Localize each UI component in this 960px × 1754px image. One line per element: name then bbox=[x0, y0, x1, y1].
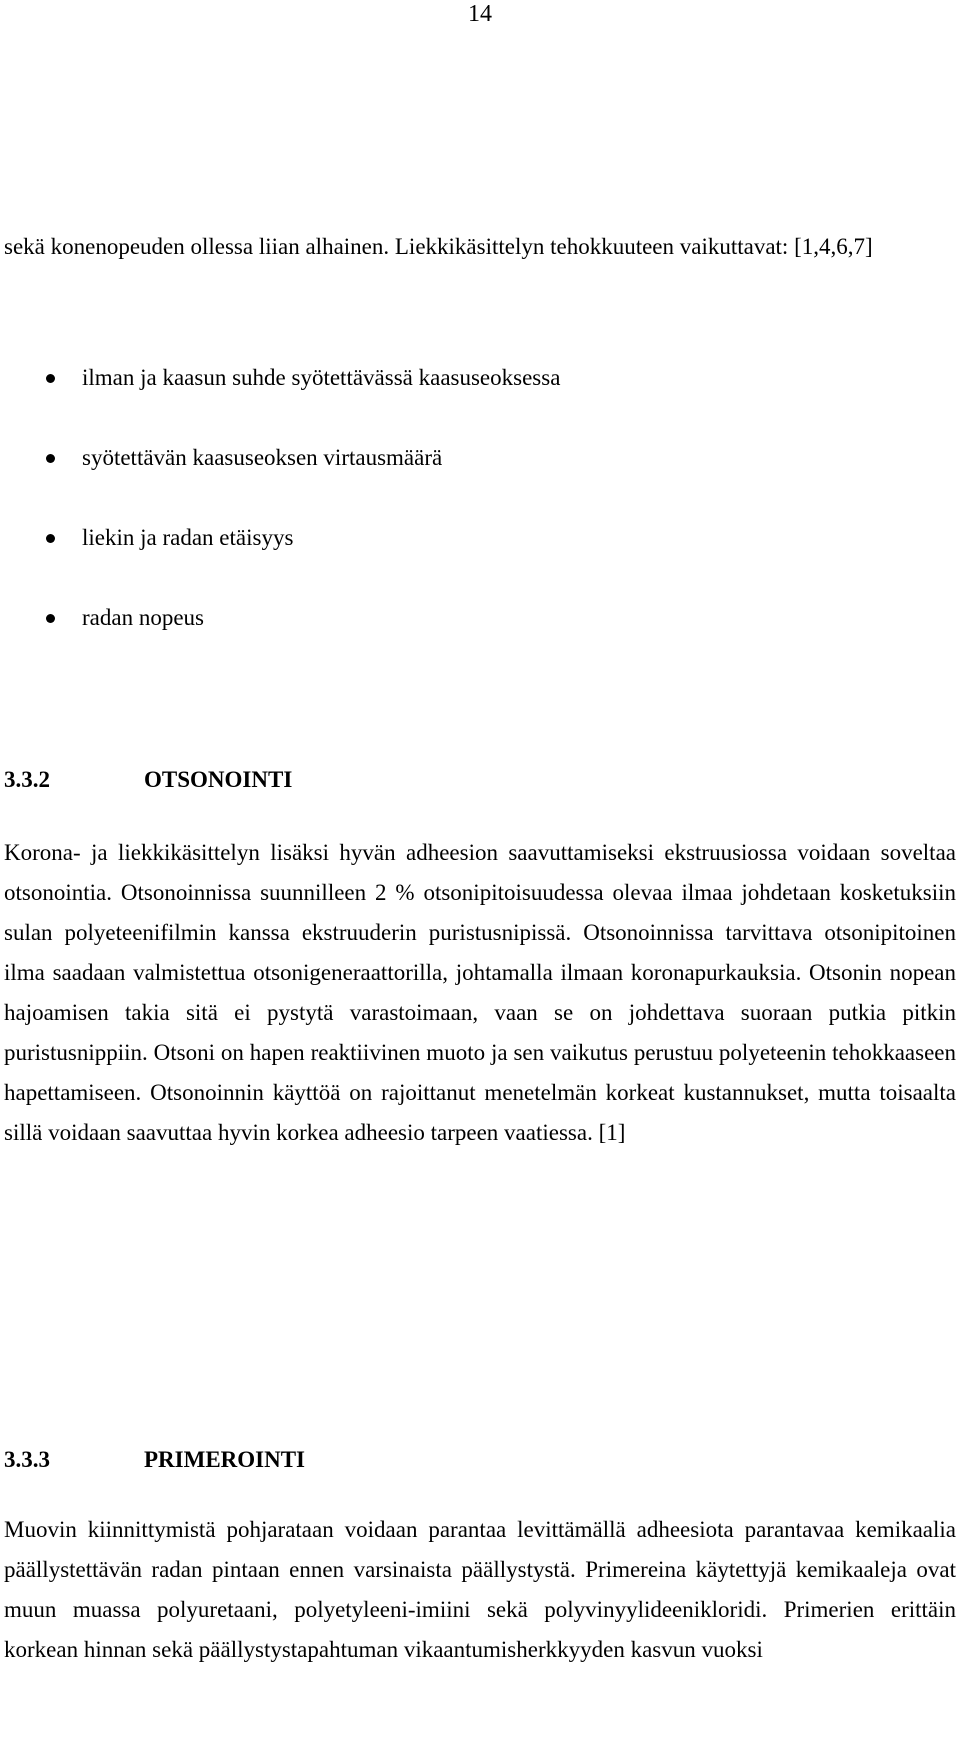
section-number: 3.3.2 bbox=[4, 767, 50, 792]
page-number: 14 bbox=[468, 1, 492, 27]
section-title: PRIMEROINTI bbox=[144, 1447, 306, 1472]
section-heading-primerointi bbox=[4, 1440, 305, 1480]
list-item bbox=[4, 598, 560, 638]
intro-paragraph: sekä konenopeuden ollessa liian alhainen. Liekkikäsittelyn tehokkuuteen vaikuttavat: [1,4,6,7] bbox=[4, 234, 873, 259]
factor-list bbox=[4, 358, 560, 678]
list-item bbox=[4, 438, 560, 478]
bullet-icon bbox=[46, 454, 55, 463]
list-item bbox=[4, 518, 560, 558]
section-heading-otsonointi bbox=[4, 760, 292, 800]
section-number: 3.3.3 bbox=[4, 1447, 50, 1472]
otsonointi-paragraph: Korona- ja liekkikäsittelyn lisäksi hyvän adheesion saavuttamiseksi ekstruusiossa voidaan soveltaa otsonointia. Otsonoinnissa suunnilleen 2 % otsonipitoisuudessa olevaa ilmaa johdetaan kosketuksiin sulan polyeteenifilmin kanssa ekstruuderin puristusnipissä. Otsonoinnissa tarvittava otsonipitoinen ilma saadaan valmistettua otsonigeneraattorilla, johtamalla ilmaan koronapurkauksia. Otsonin nopean hajoamisen takia sitä ei pystytä varastoimaan, vaan se on johdettava suoraan putkia pitkin puristusnippiin. Otsoni on hapen reaktiivinen muoto ja sen vaikutus perustuu polyeteenin tehokkaaseen hapettamiseen. Otsonoinnin käyttöä on rajoittanut menetelmän korkeat kustannukset, mutta toisaalta sillä voidaan saavuttaa hyvin korkea adheesio tarpeen vaatiessa. [1] bbox=[4, 840, 956, 1145]
list-item bbox=[4, 358, 560, 398]
list-item-text: radan nopeus bbox=[82, 605, 204, 630]
bullet-icon bbox=[46, 614, 55, 623]
bullet-icon bbox=[46, 534, 55, 543]
section-title: OTSONOINTI bbox=[144, 767, 293, 792]
list-item-text: ilman ja kaasun suhde syötettävässä kaasuseoksessa bbox=[82, 365, 561, 390]
bullet-icon bbox=[46, 374, 55, 383]
list-item-text: syötettävän kaasuseoksen virtausmäärä bbox=[82, 445, 443, 470]
list-item-text: liekin ja radan etäisyys bbox=[82, 525, 294, 550]
primerointi-paragraph: Muovin kiinnittymistä pohjarataan voidaan parantaa levittämällä adheesiota parantavaa kemikaalia päällystettävän radan pintaan ennen varsinaista päällystystä. Primereina käytettyjä kemikaaleja ovat muun muassa polyuretaani, polyetyleeni-imiini sekä polyvinyylideenikloridi. Primerien erittäin korkean hinnan sekä päällystystapahtuman vikaantumisherkkyyden kasvun vuoksi bbox=[4, 1517, 956, 1662]
